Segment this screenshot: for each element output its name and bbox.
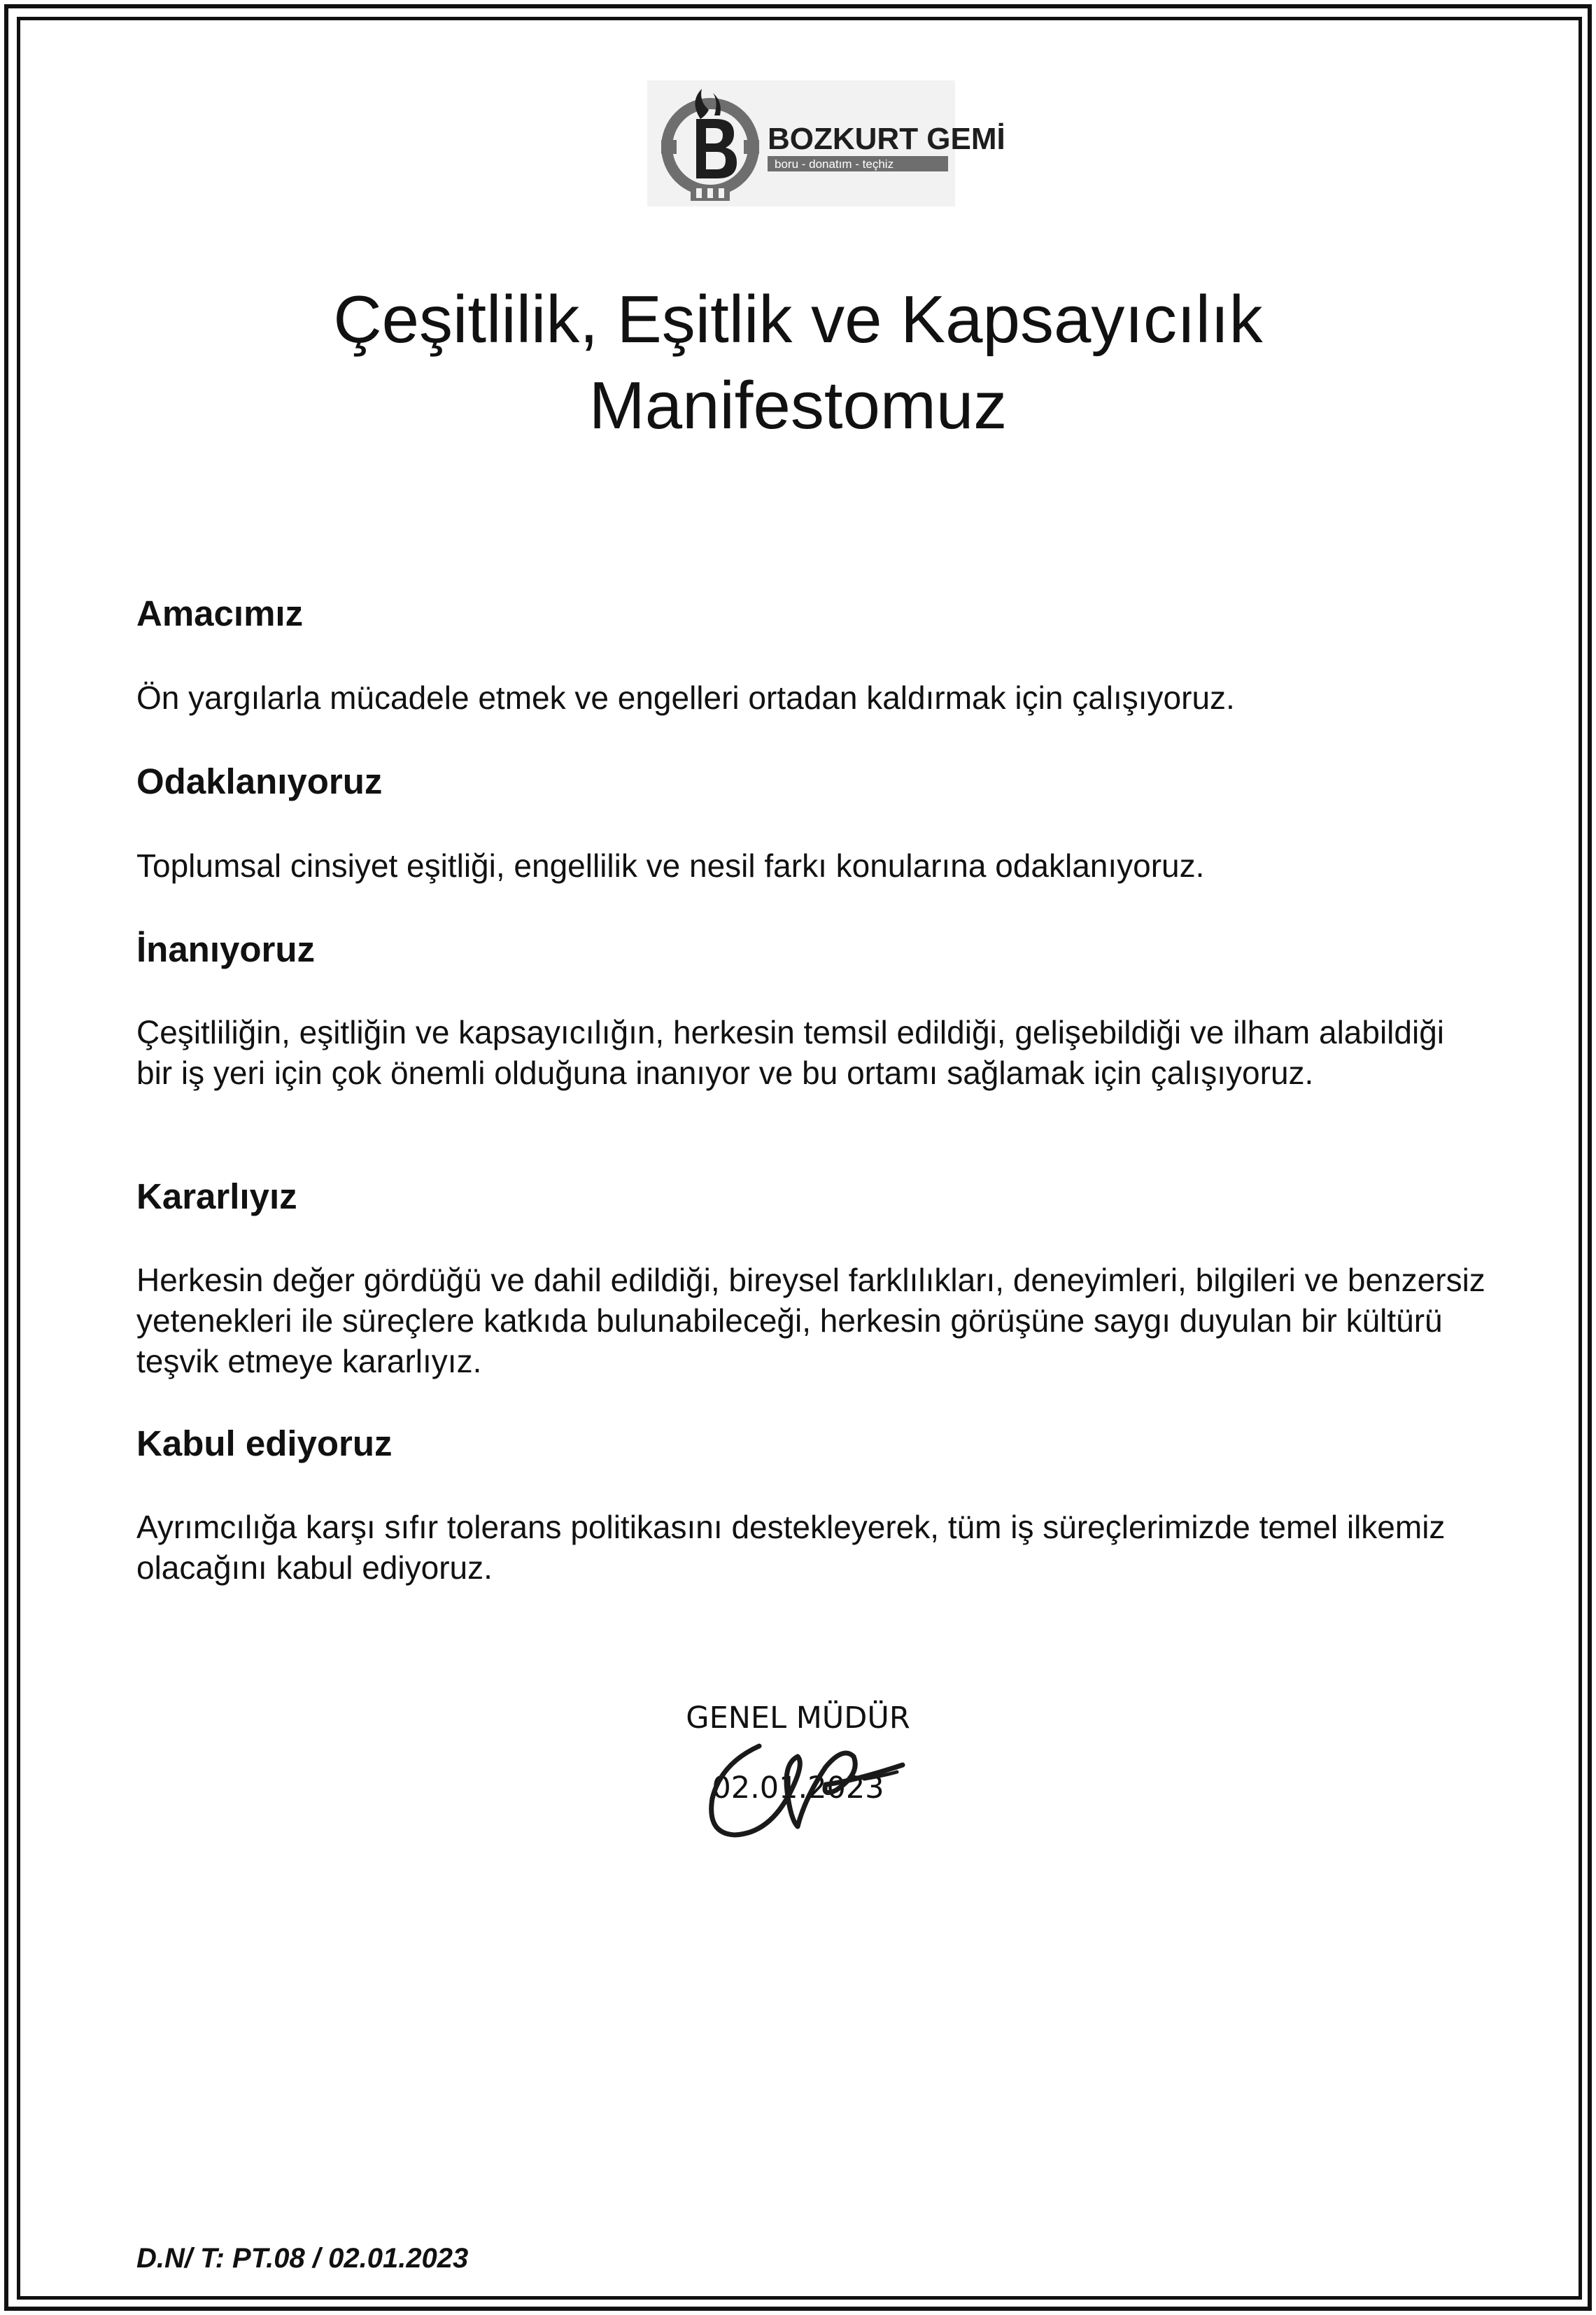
page-title-line-1: Çeşitlilik, Eşitlik ve Kapsayıcılık [333, 282, 1263, 357]
section-text-amacimiz: Ön yargılarla mücadele etmek ve engelleri ortadan kaldırmak için çalışıyoruz. [136, 680, 1235, 716]
section-text-odaklaniyoruz: Toplumsal cinsiyet eşitliği, engellilik ve nesil farkı konularına odaklanıyoruz. [136, 847, 1205, 884]
signatory-title: GENEL MÜDÜR [686, 1701, 910, 1736]
section-text-kabul-ediyoruz: Ayrımcılığa karşı sıfır tolerans politikasını destekleyerek, tüm iş süreçlerimizde temel ilkemiz olacağını kabul ediyoruz. [136, 1509, 1446, 1586]
company-logo [647, 80, 1005, 206]
section-text-kararliyiz: Herkesin değer gördüğü ve dahil edildiği, bireysel farklılıkları, deneyimleri, bilgileri ve benzersiz yetenekleri ile süreçlere katkıda bulunabileceği, herkesin görüşüne saygı duyulan bir kültürü teşvik etmeye kararlıyız. [136, 1262, 1485, 1379]
page-title-line-2: Manifestomuz [588, 368, 1008, 443]
signature-date: 02.01.2023 [712, 1771, 884, 1806]
logo-brand-text: BOZKURT GEMİ [768, 122, 1005, 156]
section-text-inaniyoruz: Çeşitliliğin, eşitliğin ve kapsayıcılığın, herkesin temsil edildiği, gelişebildiği ve ilham alabildiği bir iş yeri için çok önemli olduğuna inanıyor ve bu ortamı sağlamak için çalışıyoruz. [136, 1014, 1444, 1091]
section-heading-amacimiz: Amacımız [136, 593, 304, 633]
logo-tagline: boru - donatım - teçhiz [775, 157, 894, 171]
document-reference: D.N/ T: PT.08 / 02.01.2023 [136, 2243, 469, 2274]
section-heading-inaniyoruz: İnanıyoruz [136, 929, 316, 969]
handwritten-signature-icon [693, 1715, 917, 1855]
section-heading-kararliyiz: Kararlıyız [136, 1176, 297, 1216]
section-heading-odaklaniyoruz: Odaklanıyoruz [136, 761, 383, 801]
section-heading-kabul-ediyoruz: Kabul ediyoruz [136, 1423, 393, 1463]
